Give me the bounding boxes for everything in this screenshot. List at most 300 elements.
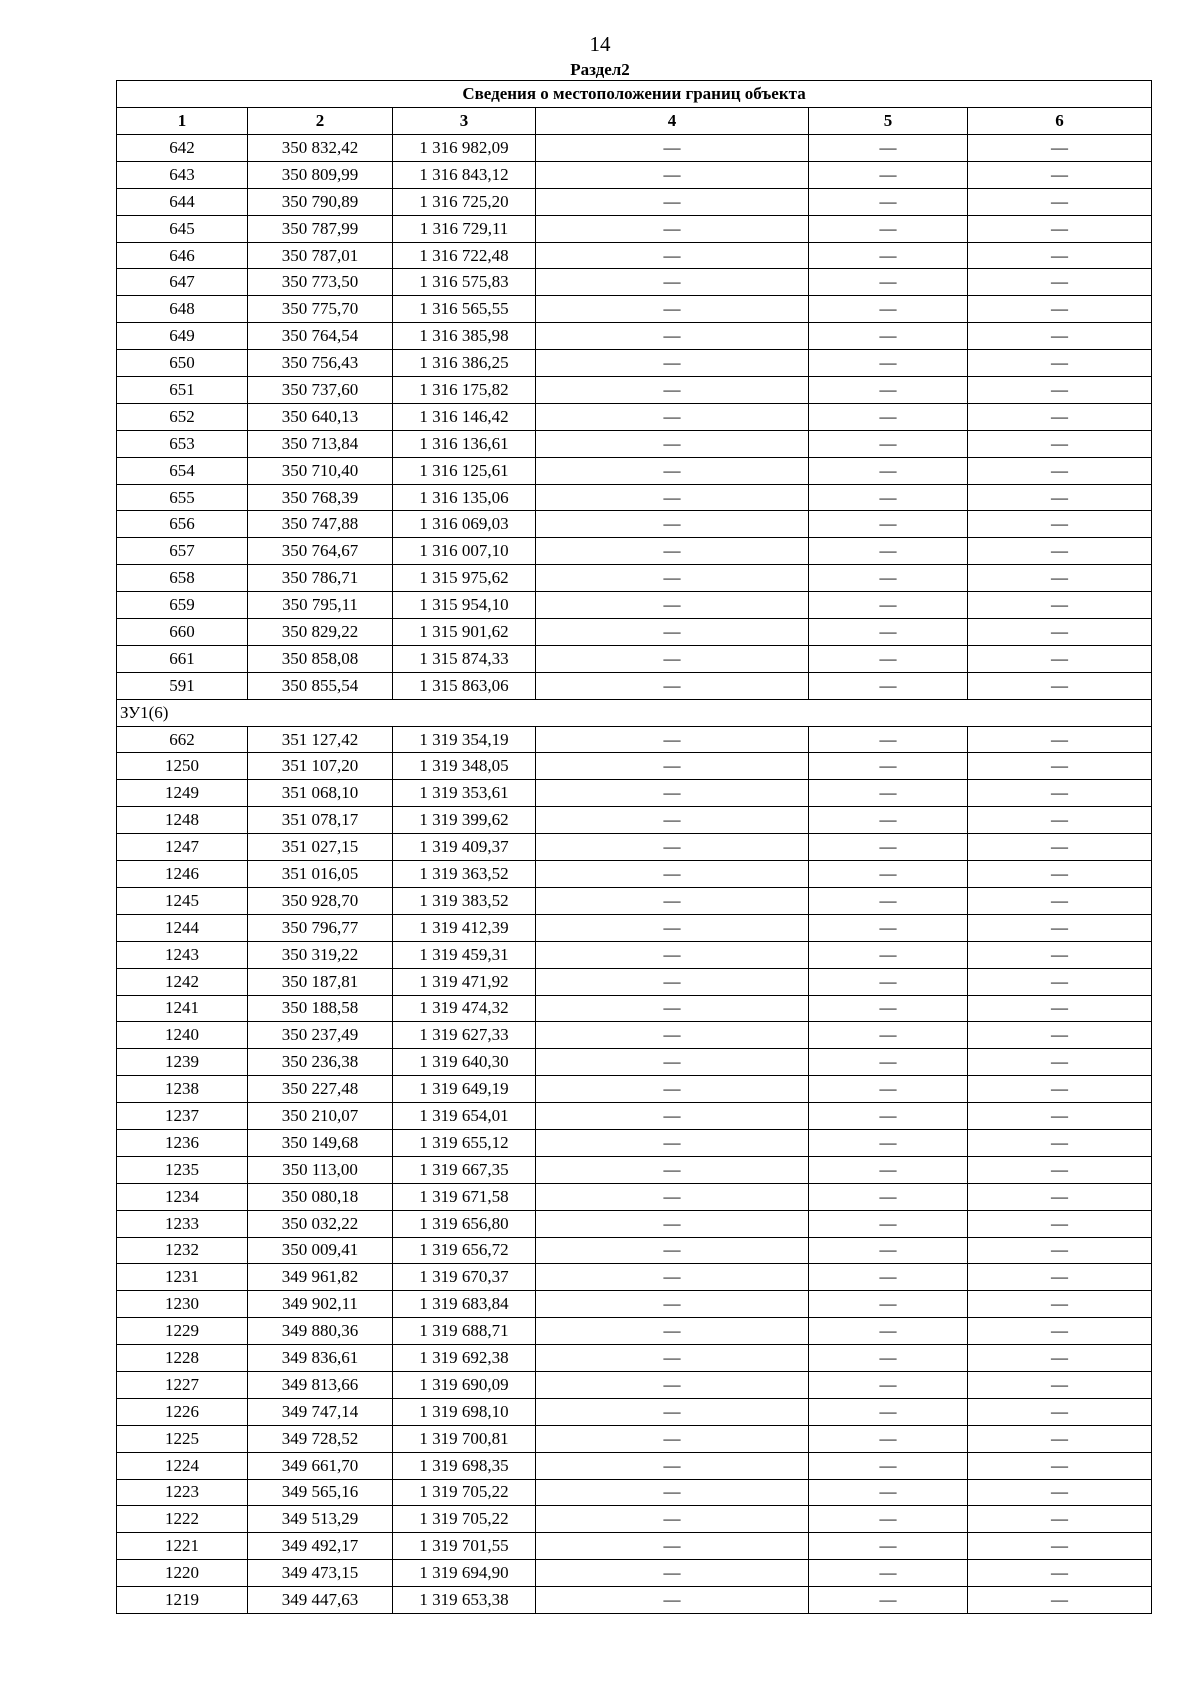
table-row	[117, 1210, 1152, 1237]
empty-value-dash: —	[968, 511, 1152, 538]
coordinate-y: 1 319 348,05	[393, 753, 536, 780]
coordinate-x: 350 809,99	[248, 161, 393, 188]
coordinate-x: 350 796,77	[248, 914, 393, 941]
table-row	[117, 511, 1152, 538]
empty-value-dash: —	[536, 726, 809, 753]
coordinate-x: 350 713,84	[248, 430, 393, 457]
coordinate-x: 350 237,49	[248, 1022, 393, 1049]
empty-value-dash: —	[809, 941, 968, 968]
point-number: 654	[117, 457, 248, 484]
coordinate-y: 1 316 982,09	[393, 135, 536, 162]
table-row	[117, 1129, 1152, 1156]
point-number: 659	[117, 592, 248, 619]
empty-value-dash: —	[536, 592, 809, 619]
coordinate-y: 1 316 136,61	[393, 430, 536, 457]
coordinate-y: 1 319 654,01	[393, 1103, 536, 1130]
empty-value-dash: —	[809, 161, 968, 188]
table-row	[117, 780, 1152, 807]
empty-value-dash: —	[536, 296, 809, 323]
point-number: 650	[117, 350, 248, 377]
table-row	[117, 1425, 1152, 1452]
table-row	[117, 377, 1152, 404]
empty-value-dash: —	[536, 511, 809, 538]
coordinate-y: 1 319 692,38	[393, 1345, 536, 1372]
coordinate-x: 349 473,15	[248, 1560, 393, 1587]
table-row	[117, 430, 1152, 457]
empty-value-dash: —	[809, 1156, 968, 1183]
table-row	[117, 457, 1152, 484]
empty-value-dash: —	[809, 807, 968, 834]
coordinate-x: 349 492,17	[248, 1533, 393, 1560]
empty-value-dash: —	[968, 135, 1152, 162]
coordinate-y: 1 319 705,22	[393, 1506, 536, 1533]
empty-value-dash: —	[968, 1318, 1152, 1345]
coordinate-y: 1 315 901,62	[393, 619, 536, 646]
coordinate-x: 350 832,42	[248, 135, 393, 162]
empty-value-dash: —	[536, 1183, 809, 1210]
point-number: 661	[117, 645, 248, 672]
empty-value-dash: —	[968, 215, 1152, 242]
coordinate-x: 350 858,08	[248, 645, 393, 672]
coordinate-y: 1 316 575,83	[393, 269, 536, 296]
group-label-row	[117, 699, 1152, 726]
empty-value-dash: —	[536, 968, 809, 995]
coordinate-y: 1 319 705,22	[393, 1479, 536, 1506]
coordinate-x: 351 107,20	[248, 753, 393, 780]
empty-value-dash: —	[809, 188, 968, 215]
coordinate-x: 351 127,42	[248, 726, 393, 753]
point-number: 1247	[117, 834, 248, 861]
empty-value-dash: —	[536, 1560, 809, 1587]
empty-value-dash: —	[809, 1076, 968, 1103]
empty-value-dash: —	[968, 1183, 1152, 1210]
coordinate-x: 349 880,36	[248, 1318, 393, 1345]
empty-value-dash: —	[536, 484, 809, 511]
point-number: 1224	[117, 1452, 248, 1479]
coordinate-y: 1 319 627,33	[393, 1022, 536, 1049]
empty-value-dash: —	[536, 1129, 809, 1156]
coordinate-y: 1 319 698,35	[393, 1452, 536, 1479]
coordinate-x: 350 787,01	[248, 242, 393, 269]
empty-value-dash: —	[809, 242, 968, 269]
empty-value-dash: —	[968, 161, 1152, 188]
coordinate-y: 1 319 694,90	[393, 1560, 536, 1587]
empty-value-dash: —	[968, 484, 1152, 511]
coordinate-y: 1 319 655,12	[393, 1129, 536, 1156]
table-row	[117, 1587, 1152, 1614]
point-number: 646	[117, 242, 248, 269]
empty-value-dash: —	[536, 753, 809, 780]
empty-value-dash: —	[536, 1479, 809, 1506]
coordinate-y: 1 319 667,35	[393, 1156, 536, 1183]
point-number: 1231	[117, 1264, 248, 1291]
empty-value-dash: —	[809, 457, 968, 484]
table-header-row	[117, 108, 1152, 135]
point-number: 651	[117, 377, 248, 404]
table-row	[117, 1237, 1152, 1264]
empty-value-dash: —	[536, 430, 809, 457]
point-number: 649	[117, 323, 248, 350]
coordinate-x: 350 786,71	[248, 565, 393, 592]
empty-value-dash: —	[968, 753, 1152, 780]
table-row	[117, 215, 1152, 242]
table-row	[117, 135, 1152, 162]
empty-value-dash: —	[536, 215, 809, 242]
coordinate-y: 1 319 354,19	[393, 726, 536, 753]
coordinate-x: 349 902,11	[248, 1291, 393, 1318]
empty-value-dash: —	[968, 1506, 1152, 1533]
empty-value-dash: —	[809, 834, 968, 861]
table-row	[117, 995, 1152, 1022]
empty-value-dash: —	[536, 403, 809, 430]
point-number: 655	[117, 484, 248, 511]
coordinate-x: 350 795,11	[248, 592, 393, 619]
empty-value-dash: —	[536, 1237, 809, 1264]
point-number: 1225	[117, 1425, 248, 1452]
empty-value-dash: —	[968, 1210, 1152, 1237]
table-row	[117, 726, 1152, 753]
coordinate-x: 350 188,58	[248, 995, 393, 1022]
empty-value-dash: —	[809, 968, 968, 995]
point-number: 1230	[117, 1291, 248, 1318]
empty-value-dash: —	[968, 323, 1152, 350]
point-number: 1227	[117, 1371, 248, 1398]
empty-value-dash: —	[968, 861, 1152, 888]
table-row	[117, 914, 1152, 941]
coordinate-x: 350 787,99	[248, 215, 393, 242]
point-number: 1233	[117, 1210, 248, 1237]
point-number: 656	[117, 511, 248, 538]
coordinate-x: 350 855,54	[248, 672, 393, 699]
coordinate-y: 1 319 653,38	[393, 1587, 536, 1614]
empty-value-dash: —	[968, 726, 1152, 753]
table-row	[117, 350, 1152, 377]
empty-value-dash: —	[536, 672, 809, 699]
empty-value-dash: —	[536, 619, 809, 646]
table-row	[117, 403, 1152, 430]
empty-value-dash: —	[809, 1183, 968, 1210]
coordinate-y: 1 319 700,81	[393, 1425, 536, 1452]
empty-value-dash: —	[536, 1103, 809, 1130]
point-number: 1243	[117, 941, 248, 968]
coordinate-x: 350 009,41	[248, 1237, 393, 1264]
empty-value-dash: —	[809, 1398, 968, 1425]
coordinate-y: 1 316 725,20	[393, 188, 536, 215]
point-number: 1234	[117, 1183, 248, 1210]
point-number: 1249	[117, 780, 248, 807]
empty-value-dash: —	[968, 1076, 1152, 1103]
empty-value-dash: —	[536, 780, 809, 807]
coordinate-x: 350 080,18	[248, 1183, 393, 1210]
point-number: 1248	[117, 807, 248, 834]
empty-value-dash: —	[968, 941, 1152, 968]
empty-value-dash: —	[536, 1022, 809, 1049]
empty-value-dash: —	[809, 377, 968, 404]
empty-value-dash: —	[809, 511, 968, 538]
empty-value-dash: —	[968, 403, 1152, 430]
empty-value-dash: —	[809, 645, 968, 672]
coordinate-y: 1 316 069,03	[393, 511, 536, 538]
coordinate-x: 349 728,52	[248, 1425, 393, 1452]
coordinate-y: 1 319 670,37	[393, 1264, 536, 1291]
coordinate-x: 350 319,22	[248, 941, 393, 968]
empty-value-dash: —	[968, 968, 1152, 995]
empty-value-dash: —	[968, 914, 1152, 941]
empty-value-dash: —	[809, 753, 968, 780]
point-number: 1237	[117, 1103, 248, 1130]
point-number: 1220	[117, 1560, 248, 1587]
coordinate-y: 1 319 656,80	[393, 1210, 536, 1237]
empty-value-dash: —	[968, 1479, 1152, 1506]
empty-value-dash: —	[809, 1371, 968, 1398]
point-number: 1221	[117, 1533, 248, 1560]
empty-value-dash: —	[536, 1398, 809, 1425]
empty-value-dash: —	[536, 834, 809, 861]
empty-value-dash: —	[809, 592, 968, 619]
coordinate-y: 1 316 125,61	[393, 457, 536, 484]
empty-value-dash: —	[536, 538, 809, 565]
empty-value-dash: —	[536, 1076, 809, 1103]
table-row	[117, 941, 1152, 968]
point-number: 643	[117, 161, 248, 188]
empty-value-dash: —	[809, 1479, 968, 1506]
point-number: 1239	[117, 1049, 248, 1076]
empty-value-dash: —	[809, 1452, 968, 1479]
empty-value-dash: —	[809, 1103, 968, 1130]
empty-value-dash: —	[968, 350, 1152, 377]
point-number: 652	[117, 403, 248, 430]
empty-value-dash: —	[968, 538, 1152, 565]
coordinate-x: 349 661,70	[248, 1452, 393, 1479]
empty-value-dash: —	[968, 1237, 1152, 1264]
coordinate-y: 1 316 843,12	[393, 161, 536, 188]
empty-value-dash: —	[536, 135, 809, 162]
column-header: 4	[536, 108, 809, 135]
table-row	[117, 1452, 1152, 1479]
coordinate-x: 351 068,10	[248, 780, 393, 807]
section-title: Раздел2	[570, 60, 630, 79]
coordinate-x: 351 078,17	[248, 807, 393, 834]
page-number: 14	[589, 32, 611, 56]
table-row	[117, 753, 1152, 780]
empty-value-dash: —	[809, 1264, 968, 1291]
table-row	[117, 188, 1152, 215]
point-number: 642	[117, 135, 248, 162]
table-row	[117, 565, 1152, 592]
table-row	[117, 1264, 1152, 1291]
empty-value-dash: —	[968, 188, 1152, 215]
column-header: 6	[968, 108, 1152, 135]
empty-value-dash: —	[536, 350, 809, 377]
coordinate-x: 350 737,60	[248, 377, 393, 404]
coordinate-x: 350 829,22	[248, 619, 393, 646]
empty-value-dash: —	[536, 1210, 809, 1237]
coordinate-x: 350 764,54	[248, 323, 393, 350]
coordinate-x: 350 710,40	[248, 457, 393, 484]
table-row	[117, 1049, 1152, 1076]
column-header: 3	[393, 108, 536, 135]
coordinate-x: 349 836,61	[248, 1345, 393, 1372]
table-row	[117, 1156, 1152, 1183]
empty-value-dash: —	[968, 565, 1152, 592]
boundary-coordinates-table	[116, 80, 1152, 1614]
column-header: 5	[809, 108, 968, 135]
point-number: 1236	[117, 1129, 248, 1156]
table-row	[117, 861, 1152, 888]
coordinate-x: 349 447,63	[248, 1587, 393, 1614]
table-body	[117, 81, 1152, 1614]
table-row	[117, 323, 1152, 350]
coordinate-x: 350 768,39	[248, 484, 393, 511]
coordinate-x: 350 187,81	[248, 968, 393, 995]
table-caption: Сведения о местоположении границ объекта	[117, 81, 1152, 108]
empty-value-dash: —	[536, 1587, 809, 1614]
empty-value-dash: —	[968, 1587, 1152, 1614]
empty-value-dash: —	[968, 619, 1152, 646]
empty-value-dash: —	[968, 780, 1152, 807]
coordinate-y: 1 316 565,55	[393, 296, 536, 323]
coordinate-y: 1 319 671,58	[393, 1183, 536, 1210]
point-number: 1226	[117, 1398, 248, 1425]
coordinate-x: 350 773,50	[248, 269, 393, 296]
empty-value-dash: —	[536, 269, 809, 296]
table-row	[117, 1560, 1152, 1587]
empty-value-dash: —	[536, 1156, 809, 1183]
point-number: 1238	[117, 1076, 248, 1103]
table-row	[117, 968, 1152, 995]
point-number: 1228	[117, 1345, 248, 1372]
table-row	[117, 592, 1152, 619]
coordinate-y: 1 319 690,09	[393, 1371, 536, 1398]
empty-value-dash: —	[809, 1587, 968, 1614]
point-number: 1242	[117, 968, 248, 995]
table-row	[117, 807, 1152, 834]
empty-value-dash: —	[968, 1371, 1152, 1398]
coordinate-y: 1 319 640,30	[393, 1049, 536, 1076]
empty-value-dash: —	[809, 296, 968, 323]
coordinate-x: 349 513,29	[248, 1506, 393, 1533]
table-row	[117, 1291, 1152, 1318]
empty-value-dash: —	[536, 807, 809, 834]
empty-value-dash: —	[968, 1291, 1152, 1318]
coordinate-y: 1 319 363,52	[393, 861, 536, 888]
empty-value-dash: —	[809, 780, 968, 807]
table-row	[117, 645, 1152, 672]
coordinate-x: 349 565,16	[248, 1479, 393, 1506]
empty-value-dash: —	[968, 1398, 1152, 1425]
coordinate-y: 1 319 701,55	[393, 1533, 536, 1560]
coordinate-y: 1 315 954,10	[393, 592, 536, 619]
empty-value-dash: —	[809, 135, 968, 162]
point-number: 1245	[117, 887, 248, 914]
point-number: 648	[117, 296, 248, 323]
empty-value-dash: —	[809, 1237, 968, 1264]
coordinate-y: 1 319 383,52	[393, 887, 536, 914]
empty-value-dash: —	[968, 457, 1152, 484]
coordinate-y: 1 319 683,84	[393, 1291, 536, 1318]
empty-value-dash: —	[968, 1022, 1152, 1049]
coordinate-x: 350 928,70	[248, 887, 393, 914]
coordinate-x: 350 764,67	[248, 538, 393, 565]
coordinate-y: 1 315 975,62	[393, 565, 536, 592]
empty-value-dash: —	[968, 1264, 1152, 1291]
empty-value-dash: —	[809, 672, 968, 699]
empty-value-dash: —	[968, 269, 1152, 296]
coordinate-x: 349 961,82	[248, 1264, 393, 1291]
empty-value-dash: —	[968, 1103, 1152, 1130]
table-row	[117, 1398, 1152, 1425]
empty-value-dash: —	[536, 914, 809, 941]
empty-value-dash: —	[968, 1533, 1152, 1560]
empty-value-dash: —	[809, 619, 968, 646]
coordinate-y: 1 319 459,31	[393, 941, 536, 968]
empty-value-dash: —	[809, 215, 968, 242]
point-number: 1244	[117, 914, 248, 941]
empty-value-dash: —	[968, 1345, 1152, 1372]
empty-value-dash: —	[809, 1210, 968, 1237]
empty-value-dash: —	[809, 538, 968, 565]
empty-value-dash: —	[968, 807, 1152, 834]
empty-value-dash: —	[536, 941, 809, 968]
table-row	[117, 1533, 1152, 1560]
table-row	[117, 161, 1152, 188]
empty-value-dash: —	[809, 914, 968, 941]
empty-value-dash: —	[968, 1560, 1152, 1587]
empty-value-dash: —	[536, 1452, 809, 1479]
empty-value-dash: —	[968, 1049, 1152, 1076]
empty-value-dash: —	[809, 323, 968, 350]
coordinate-y: 1 316 385,98	[393, 323, 536, 350]
empty-value-dash: —	[809, 1345, 968, 1372]
coordinate-x: 350 747,88	[248, 511, 393, 538]
empty-value-dash: —	[809, 430, 968, 457]
empty-value-dash: —	[968, 1452, 1152, 1479]
empty-value-dash: —	[968, 1425, 1152, 1452]
empty-value-dash: —	[536, 1318, 809, 1345]
point-number: 1229	[117, 1318, 248, 1345]
empty-value-dash: —	[536, 995, 809, 1022]
coordinate-y: 1 319 353,61	[393, 780, 536, 807]
coordinate-y: 1 315 874,33	[393, 645, 536, 672]
empty-value-dash: —	[968, 242, 1152, 269]
coordinate-x: 349 747,14	[248, 1398, 393, 1425]
coordinate-y: 1 316 175,82	[393, 377, 536, 404]
point-number: 1223	[117, 1479, 248, 1506]
table-row	[117, 1022, 1152, 1049]
empty-value-dash: —	[968, 296, 1152, 323]
coordinate-y: 1 319 698,10	[393, 1398, 536, 1425]
point-number: 647	[117, 269, 248, 296]
coordinate-x: 351 016,05	[248, 861, 393, 888]
point-number: 657	[117, 538, 248, 565]
empty-value-dash: —	[536, 861, 809, 888]
table-row	[117, 1345, 1152, 1372]
empty-value-dash: —	[809, 565, 968, 592]
point-number: 660	[117, 619, 248, 646]
point-number: 645	[117, 215, 248, 242]
coordinate-y: 1 316 135,06	[393, 484, 536, 511]
point-number: 1240	[117, 1022, 248, 1049]
empty-value-dash: —	[536, 645, 809, 672]
coordinate-x: 350 113,00	[248, 1156, 393, 1183]
point-number: 1241	[117, 995, 248, 1022]
empty-value-dash: —	[536, 242, 809, 269]
table-row	[117, 242, 1152, 269]
empty-value-dash: —	[536, 161, 809, 188]
table-row	[117, 834, 1152, 861]
empty-value-dash: —	[536, 457, 809, 484]
group-label: ЗУ1(6)	[117, 699, 1152, 726]
